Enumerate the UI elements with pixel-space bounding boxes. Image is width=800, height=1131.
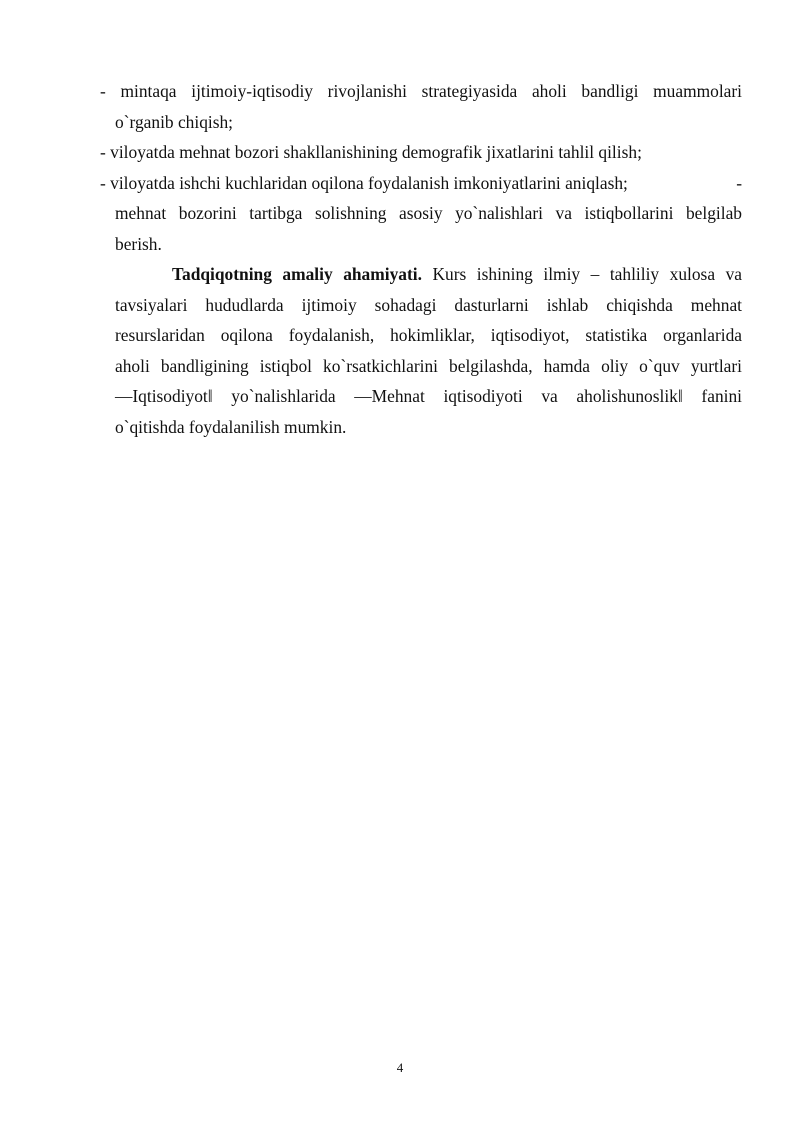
paragraph-line: aholi bandligining istiqbol ko`rsatkichlarini belgilashda, hamda oliy o`quv yurtlari xyxy=(115,355,742,376)
paragraph-line: resurslaridan oqilona foydalanish, hokimliklar, iqtisodiyot, statistika organlarida xyxy=(115,325,742,345)
paragraph-line: ―Iqtisodiyot‖ yo`nalishlarida ―Mehnat iqtisodiyoti va aholishunoslik‖ fanini xyxy=(115,386,742,406)
bullet-line-3-text: - viloyatda ishchi kuchlaridan oqilona foydalanish imkoniyatlarini aniqlash; xyxy=(100,172,628,193)
bullet-line-4-cont: berish. xyxy=(115,233,162,254)
bullet-line-1: - mintaqa ijtimoiy-iqtisodiy rivojlanishi strategiyasida aholi bandligi muammolari xyxy=(100,81,742,101)
bullet-line-1-cont: o`rganib chiqish; xyxy=(115,111,234,132)
page-body xyxy=(100,76,742,442)
paragraph-last-line: o`qitishda foydalanilish mumkin. xyxy=(115,416,347,437)
bullet-line-2: - viloyatda mehnat bozori shakllanishining demografik jixatlarini tahlil qilish; xyxy=(100,142,642,162)
paragraph-text-start: Kurs ishining ilmiy – tahliliy xulosa va xyxy=(421,264,742,284)
bullet-line-3 xyxy=(100,168,742,199)
paragraph-line: tavsiyalari hududlarda ijtimoiy sohadagi dasturlarni ishlab chiqishda mehnat xyxy=(115,294,742,315)
bullet-line-4: mehnat bozorini tartibga solishning asosiy yo`nalishlari va istiqbollarini belgilab xyxy=(115,203,742,223)
paragraph-first-line xyxy=(100,259,742,290)
bullet-line-4-dash: - xyxy=(736,172,742,193)
section-heading: Tadqiqotning amaliy ahamiyati. xyxy=(172,264,422,284)
page-number: 4 xyxy=(396,1060,404,1075)
